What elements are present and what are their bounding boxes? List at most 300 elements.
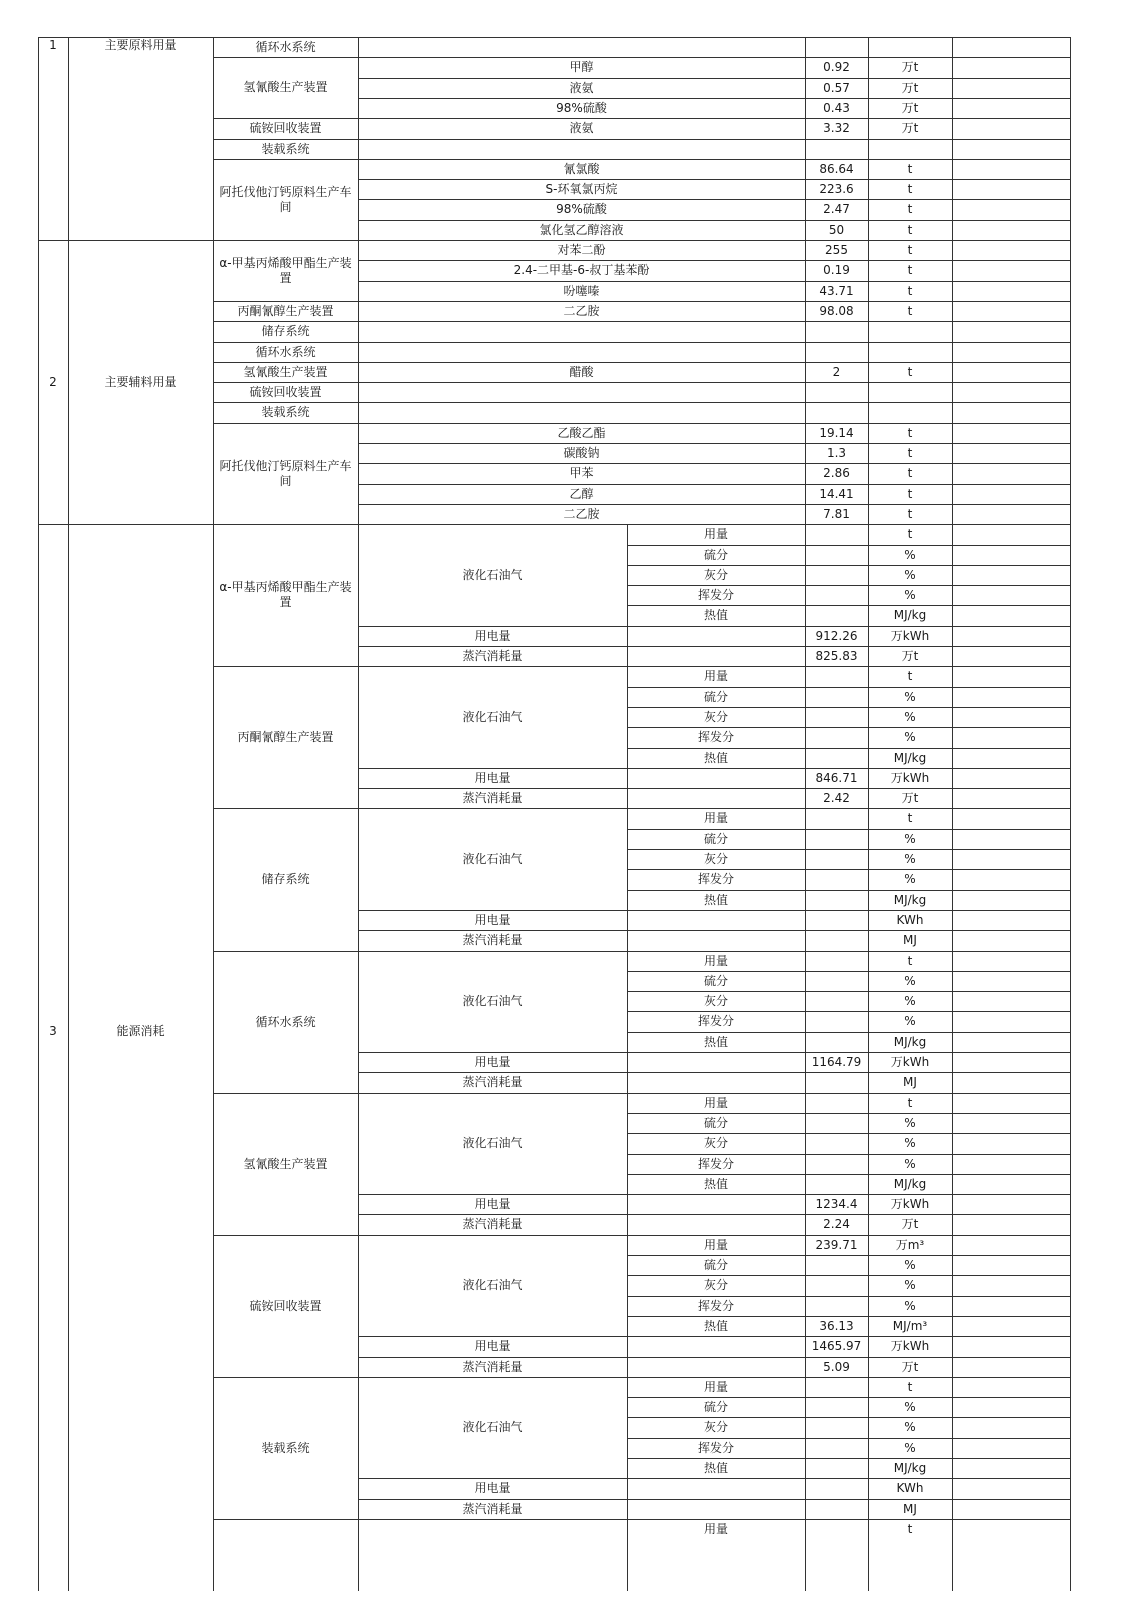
grid-line <box>868 240 869 302</box>
steam-label: 蒸汽消耗量 <box>462 1501 523 1516</box>
param-value <box>808 687 865 707</box>
unit-name: 阿托伐他汀钙原料生产车间 <box>219 458 352 488</box>
steam-unit: MJ <box>903 1075 917 1089</box>
grid-line <box>627 808 628 830</box>
unit-name: α-甲基丙烯酸甲酯生产装置 <box>219 580 352 609</box>
grid-line <box>952 423 953 525</box>
param-value <box>808 1275 865 1296</box>
param-value <box>808 849 865 869</box>
section-name: 能源消耗 <box>116 1024 165 1038</box>
grid-line <box>868 159 869 241</box>
param-unit: % <box>904 567 916 582</box>
grid-line <box>627 971 628 992</box>
param-unit: t <box>907 1521 913 1536</box>
electricity-label: 用电量 <box>474 770 511 785</box>
grid-line <box>358 362 359 383</box>
grid-line <box>627 951 628 972</box>
param-value <box>808 1397 865 1417</box>
param-value <box>808 666 865 687</box>
param-value <box>808 605 865 626</box>
grid-line <box>213 301 214 322</box>
grid-line <box>627 1235 628 1256</box>
grid-line <box>952 321 953 343</box>
grid-line <box>627 1336 628 1358</box>
item-value: 1.3 <box>826 445 847 460</box>
electricity-value: 912.26 <box>815 628 858 643</box>
grid-line <box>1070 301 1071 322</box>
param-unit: % <box>904 851 916 866</box>
param-value <box>808 585 865 605</box>
param-unit: t <box>907 1095 913 1110</box>
item-value: 14.41 <box>819 486 854 501</box>
param-name: 用量 <box>703 953 728 968</box>
grid-line <box>68 240 69 525</box>
grid-line <box>952 666 953 809</box>
fuel-name: 液化石油气 <box>462 709 523 724</box>
unit-name: 装载系统 <box>261 405 310 419</box>
param-unit: % <box>904 831 916 846</box>
param-unit: t <box>907 1379 913 1394</box>
item-value: 0.19 <box>823 263 850 277</box>
param-unit: % <box>904 993 916 1008</box>
grid-line <box>868 1093 869 1236</box>
param-value <box>808 829 865 849</box>
item-value: 0.57 <box>823 80 850 95</box>
param-unit: % <box>904 1136 916 1150</box>
grid-line <box>68 524 69 1591</box>
fuel-name: 液化石油气 <box>462 567 523 582</box>
item-value: 43.71 <box>819 283 854 298</box>
grid-line <box>213 37 214 58</box>
param-value <box>808 1032 865 1052</box>
param-name: 热值 <box>703 1460 728 1475</box>
grid-line <box>952 1235 953 1378</box>
param-value: 36.13 <box>819 1318 854 1333</box>
grid-line <box>627 1052 628 1073</box>
electricity-value: 1465.97 <box>811 1339 862 1353</box>
item-unit: 万t <box>901 100 919 115</box>
unit-name: 储存系统 <box>261 872 310 886</box>
item-name: 吩噻嗪 <box>563 283 600 298</box>
item-value: 0.43 <box>823 100 850 115</box>
param-unit: % <box>904 1298 916 1313</box>
unit-name: 装载系统 <box>261 141 310 156</box>
grid-line <box>1070 666 1071 809</box>
grid-line <box>213 240 214 302</box>
grid-line <box>213 362 214 383</box>
unit-name: 硫铵回收装置 <box>249 121 322 135</box>
grid-line <box>952 118 953 140</box>
section-name: 主要辅料用量 <box>104 374 177 389</box>
item-unit: t <box>907 181 913 196</box>
item-value: 7.81 <box>823 506 850 521</box>
steam-label: 蒸汽消耗量 <box>462 1359 523 1374</box>
param-unit: % <box>904 689 916 704</box>
grid-line <box>213 118 214 140</box>
grid-line <box>627 991 628 1012</box>
grid-line <box>868 423 869 525</box>
unit-name: 循环水系统 <box>255 39 316 54</box>
item-value: 255 <box>825 242 848 257</box>
item-value: 0.92 <box>823 60 850 74</box>
param-unit: % <box>904 973 916 988</box>
grid-line <box>805 321 806 343</box>
param-name: 挥发分 <box>697 872 734 886</box>
item-unit: t <box>907 283 913 298</box>
param-name: 挥发分 <box>697 1298 734 1313</box>
section-no: 3 <box>49 1024 57 1038</box>
param-value <box>808 1417 865 1438</box>
electricity-label: 用电量 <box>474 628 511 643</box>
param-unit: % <box>904 1014 916 1028</box>
grid-line <box>1070 159 1071 241</box>
unit-name: 丙酮氰醇生产装置 <box>237 729 334 744</box>
param-name: 灰分 <box>703 1278 728 1292</box>
item-unit: 万t <box>901 121 919 135</box>
item-value: 3.32 <box>823 121 850 135</box>
grid-line <box>213 139 214 160</box>
unit-name: 装载系统 <box>261 1440 310 1455</box>
electricity-unit: 万kWh <box>890 1196 930 1211</box>
item-unit: t <box>907 303 913 318</box>
grid-line <box>952 1519 953 1591</box>
grid-line <box>358 159 359 241</box>
param-name: 热值 <box>703 1318 728 1333</box>
steam-label: 蒸汽消耗量 <box>462 1217 523 1231</box>
item-name: 甲苯 <box>569 466 594 480</box>
grid-line <box>1070 951 1071 1094</box>
grid-line <box>868 118 869 140</box>
grid-line <box>213 382 214 403</box>
item-value: 2.86 <box>823 466 850 480</box>
item-unit: t <box>907 425 913 440</box>
fuel-name: 液化石油气 <box>462 851 523 866</box>
param-name: 热值 <box>703 1176 728 1191</box>
grid-line <box>1070 57 1071 119</box>
param-name: 用量 <box>703 1521 728 1536</box>
electricity-label: 用电量 <box>474 1196 511 1211</box>
grid-line <box>358 321 1071 322</box>
param-name: 硫分 <box>703 1399 728 1414</box>
grid-line <box>358 139 1071 140</box>
grid-line <box>627 1357 628 1378</box>
param-unit: MJ/kg <box>893 892 927 907</box>
param-unit: t <box>907 669 913 683</box>
param-value <box>808 524 865 545</box>
grid-line <box>1070 139 1071 160</box>
grid-line <box>868 321 869 343</box>
grid-line <box>627 910 628 931</box>
param-value <box>808 748 865 768</box>
item-unit: 万t <box>901 60 919 74</box>
grid-line <box>627 605 628 627</box>
item-value: 223.6 <box>819 181 854 196</box>
grid-line <box>213 951 214 1094</box>
grid-line <box>868 37 869 58</box>
unit-name: 氢氰酸生产装置 <box>243 1156 328 1171</box>
grid-line <box>627 890 628 911</box>
param-value <box>808 1174 865 1194</box>
param-name: 热值 <box>703 608 728 622</box>
grid-line <box>627 1154 628 1175</box>
item-unit: t <box>907 161 913 176</box>
fuel-name: 液化石油气 <box>462 1420 523 1434</box>
param-name: 用量 <box>703 1237 728 1252</box>
electricity-unit: 万kWh <box>890 1339 930 1353</box>
item-value: 2.47 <box>823 202 850 216</box>
electricity-value: 846.71 <box>815 770 858 785</box>
grid-line <box>805 524 806 667</box>
grid-line <box>952 402 953 424</box>
item-name: 98%硫酸 <box>556 100 607 115</box>
grid-line <box>627 666 628 688</box>
grid-line <box>952 524 953 667</box>
grid-line <box>627 748 628 769</box>
unit-name: 循环水系统 <box>255 1014 316 1029</box>
grid-line <box>213 1093 214 1236</box>
grid-line <box>627 1377 628 1398</box>
electricity-unit: KWh <box>896 1481 924 1495</box>
param-value: 239.71 <box>815 1237 858 1252</box>
grid-line <box>868 301 869 322</box>
grid-line <box>213 666 214 809</box>
param-value <box>808 808 865 829</box>
unit-name: 氢氰酸生产装置 <box>243 80 328 94</box>
grid-line <box>213 159 214 241</box>
grid-line <box>627 1133 628 1155</box>
param-value <box>808 971 865 991</box>
param-value <box>808 890 865 910</box>
item-name: 乙酸乙酯 <box>557 425 606 440</box>
electricity-value <box>808 910 865 930</box>
electricity-value: 1164.79 <box>811 1054 862 1069</box>
unit-name: 储存系统 <box>261 324 310 338</box>
grid-line <box>38 524 39 1591</box>
grid-line <box>1070 321 1071 343</box>
grid-line <box>358 342 1071 343</box>
grid-line <box>868 139 869 160</box>
grid-line <box>213 57 214 119</box>
grid-line <box>627 1275 628 1297</box>
steam-value <box>808 1499 865 1519</box>
item-unit: t <box>907 466 913 480</box>
param-value <box>808 707 865 727</box>
grid-line <box>627 1032 628 1053</box>
grid-line <box>358 382 359 403</box>
item-unit: t <box>907 506 913 521</box>
grid-line <box>627 565 628 586</box>
grid-line <box>952 362 953 383</box>
steam-value: 825.83 <box>815 648 858 663</box>
grid-line <box>1070 342 1071 363</box>
grid-line <box>1070 1377 1071 1520</box>
grid-line <box>1070 118 1071 140</box>
grid-line <box>213 423 214 525</box>
grid-line <box>805 808 806 952</box>
item-unit: t <box>907 222 913 237</box>
grid-line <box>1070 423 1071 525</box>
param-unit: MJ/kg <box>893 750 927 765</box>
unit-name: 硫铵回收装置 <box>249 384 322 399</box>
param-value <box>808 727 865 748</box>
param-name: 用量 <box>703 1095 728 1110</box>
param-unit: % <box>904 1278 916 1292</box>
item-name: 碳酸钠 <box>563 445 600 460</box>
grid-line <box>868 666 869 809</box>
grid-line <box>805 1377 806 1520</box>
grid-line <box>952 951 953 1094</box>
param-name: 硫分 <box>703 1257 728 1272</box>
param-unit: MJ/m³ <box>892 1318 928 1333</box>
grid-line <box>868 402 869 424</box>
grid-line <box>627 1093 628 1114</box>
grid-line <box>805 423 806 525</box>
grid-line <box>1070 1519 1071 1591</box>
grid-line <box>952 159 953 241</box>
steam-unit: 万t <box>901 1359 919 1374</box>
item-name: 液氨 <box>569 80 594 95</box>
grid-line <box>358 342 359 363</box>
grid-line <box>358 1519 359 1591</box>
param-name: 用量 <box>703 527 728 541</box>
grid-line <box>805 951 806 1094</box>
grid-line <box>627 1214 628 1236</box>
item-value: 19.14 <box>819 425 854 440</box>
electricity-unit: KWh <box>896 912 924 927</box>
item-value: 50 <box>828 222 845 237</box>
param-name: 用量 <box>703 1379 728 1394</box>
item-name: 对苯二酚 <box>557 242 606 257</box>
steam-label: 蒸汽消耗量 <box>462 648 523 663</box>
grid-line <box>213 1235 214 1378</box>
grid-line <box>952 301 953 322</box>
grid-line <box>805 118 806 140</box>
grid-line <box>805 57 806 119</box>
fuel-name: 液化石油气 <box>462 1136 523 1150</box>
grid-line <box>213 321 214 343</box>
item-value: 98.08 <box>819 303 854 318</box>
item-name: 甲醇 <box>569 60 594 74</box>
param-value <box>808 869 865 890</box>
grid-line <box>213 524 214 667</box>
grid-line <box>358 321 359 343</box>
param-value <box>808 1113 865 1133</box>
param-name: 挥发分 <box>697 1014 734 1028</box>
param-unit: % <box>904 1420 916 1434</box>
item-unit: t <box>907 486 913 501</box>
grid-line <box>627 1255 628 1276</box>
grid-line <box>627 687 628 708</box>
unit-name: 氢氰酸生产装置 <box>243 364 328 379</box>
grid-line <box>868 342 869 363</box>
steam-value: 5.09 <box>823 1359 850 1374</box>
electricity-unit: 万kWh <box>890 628 930 643</box>
grid-line <box>952 1093 953 1236</box>
fuel-name: 液化石油气 <box>462 994 523 1008</box>
grid-line <box>627 1397 628 1418</box>
grid-line <box>1070 240 1071 302</box>
grid-line <box>213 402 214 424</box>
unit-name: 丙酮氰醇生产装置 <box>237 303 334 318</box>
param-name: 用量 <box>703 811 728 825</box>
grid-line <box>627 1296 628 1317</box>
param-value <box>808 1255 865 1275</box>
item-name: 液氨 <box>569 121 594 135</box>
param-name: 挥发分 <box>697 1156 734 1171</box>
grid-line <box>805 362 806 383</box>
grid-line <box>627 727 628 749</box>
param-name: 灰分 <box>703 1420 728 1434</box>
steam-label: 蒸汽消耗量 <box>462 1075 523 1089</box>
grid-line <box>805 1519 806 1591</box>
param-name: 挥发分 <box>697 587 734 602</box>
param-unit: MJ/kg <box>893 608 927 622</box>
param-value <box>808 1458 865 1478</box>
electricity-label: 用电量 <box>474 1339 511 1353</box>
param-unit: MJ/kg <box>893 1034 927 1049</box>
param-name: 硫分 <box>703 689 728 704</box>
steam-value <box>808 930 865 951</box>
item-name: 二乙胺 <box>563 506 600 521</box>
grid-line <box>627 1417 628 1439</box>
grid-line <box>627 849 628 870</box>
grid-line <box>213 342 214 363</box>
grid-line <box>952 57 953 119</box>
grid-line <box>952 240 953 302</box>
grid-line <box>358 301 359 322</box>
param-unit: % <box>904 587 916 602</box>
grid-line <box>627 1519 628 1591</box>
param-unit: % <box>904 1257 916 1272</box>
grid-line <box>38 37 39 241</box>
steam-unit: MJ <box>903 933 917 947</box>
electricity-label: 用电量 <box>474 912 511 927</box>
grid-line <box>627 829 628 850</box>
grid-line <box>805 159 806 241</box>
grid-line <box>805 666 806 809</box>
grid-line <box>627 1113 628 1134</box>
grid-line <box>627 1072 628 1094</box>
param-unit: % <box>904 1156 916 1171</box>
grid-line <box>358 118 359 140</box>
grid-line <box>868 1235 869 1378</box>
grid-line <box>805 301 806 322</box>
param-unit: t <box>907 811 913 825</box>
item-name: 98%硫酸 <box>556 202 607 216</box>
grid-line <box>868 362 869 383</box>
param-value <box>808 1133 865 1154</box>
grid-line <box>868 951 869 1094</box>
grid-line <box>627 1438 628 1459</box>
section-no: 1 <box>49 38 57 52</box>
grid-line <box>952 342 953 363</box>
grid-line <box>868 808 869 952</box>
grid-line <box>952 1377 953 1520</box>
grid-line <box>627 869 628 891</box>
param-name: 灰分 <box>703 709 728 724</box>
fuel-name: 液化石油气 <box>462 1278 523 1292</box>
item-name: 2.4-二甲基-6-叔丁基苯酚 <box>513 263 650 277</box>
param-value <box>808 1438 865 1458</box>
grid-line <box>1070 37 1071 58</box>
electricity-label: 用电量 <box>474 1481 511 1495</box>
param-unit: % <box>904 547 916 562</box>
grid-line <box>805 139 806 160</box>
param-name: 挥发分 <box>697 730 734 744</box>
unit-name: 阿托伐他汀钙原料生产车间 <box>219 184 352 214</box>
param-unit: MJ/kg <box>893 1460 927 1475</box>
grid-line <box>1070 524 1071 667</box>
